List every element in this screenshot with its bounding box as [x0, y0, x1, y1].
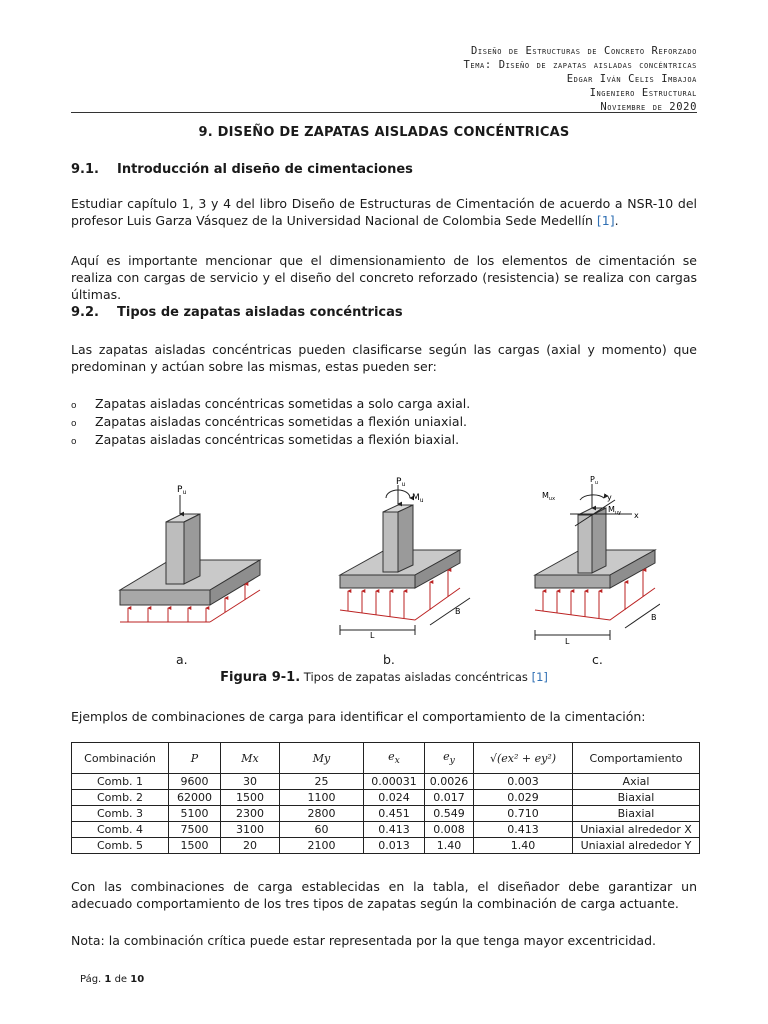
table-row	[72, 774, 700, 790]
table-cell: Biaxial	[573, 790, 700, 806]
caption-text: Tipos de zapatas aisladas concéntricas	[300, 670, 532, 684]
section-number: 9.2.	[71, 305, 99, 320]
bullet-icon: o	[71, 401, 77, 411]
table-cell: Uniaxial alrededor Y	[573, 838, 700, 854]
chapter-title: 9. DISEÑO DE ZAPATAS AISLADAS CONCÉNTRICAS	[198, 125, 570, 140]
table-cell: 2300	[221, 806, 280, 822]
header-combinacion: Combinación	[72, 743, 169, 774]
list-item	[71, 395, 470, 415]
table-cell: 7500	[169, 822, 221, 838]
intro-text: Estudiar capítulo 1, 3 y 4 del libro Diseño de Estructuras de Cimentación de acuerdo a NSR-10 del profesor Luis Garza Vásquez de la Universidad Nacional de Colombia Sede Medellín	[71, 196, 697, 228]
table-cell: Comb. 1	[72, 774, 169, 790]
bullet-icon: o	[71, 437, 77, 447]
figure-label-b: b.	[383, 652, 395, 667]
intro-text-end: .	[614, 213, 619, 228]
page-number: 1	[104, 974, 112, 985]
pu-label-c: $P_u$	[590, 475, 598, 486]
page-footer	[80, 974, 144, 985]
table-cell: 0.549	[425, 806, 474, 822]
table-cell: Uniaxial alrededor X	[573, 822, 700, 838]
table-cell: 9600	[169, 774, 221, 790]
header-resultant-eccentricity: √(ex² + ey²)	[474, 743, 573, 774]
design-note-paragraph: Aquí es importante mencionar que el dimensionamiento de los elementos de cimentación se realiza con cargas de servicio y el diseño del concreto reforzado (resistencia) se realiza con cargas últimas.	[71, 253, 697, 302]
examples-intro: Ejemplos de combinaciones de carga para identificar el comportamiento de la cimentación:	[71, 709, 646, 724]
table-cell: 0.451	[364, 806, 425, 822]
table-cell: 2100	[280, 838, 364, 854]
axis-y-label: y	[607, 493, 612, 502]
header-ex: $e_x$	[364, 743, 425, 774]
header-ey: $e_y$	[425, 743, 474, 774]
header-topic: Tema: Diseño de zapatas aisladas concéntricas	[463, 59, 697, 71]
figure-label-c: c.	[592, 652, 603, 667]
list-item-text: Zapatas aisladas concéntricas sometidas a solo carga axial.	[95, 396, 471, 411]
footing-c-illustration	[535, 484, 660, 640]
table-cell: 0.0026	[425, 774, 474, 790]
critical-note: Nota: la combinación crítica puede estar representada por la que tenga mayor excentricidad.	[71, 933, 657, 948]
table-cell: 2800	[280, 806, 364, 822]
caption-label: Figura 9-1.	[220, 670, 301, 685]
table-cell: 0.013	[364, 838, 425, 854]
document-header	[463, 44, 697, 114]
dim-b-label-b: B	[455, 607, 461, 616]
list-item-text: Zapatas aisladas concéntricas sometidas a flexión uniaxial.	[95, 414, 468, 429]
header-role: Ingeniero Estructural	[589, 87, 697, 99]
table-cell: 0.017	[425, 790, 474, 806]
table-cell: Comb. 2	[72, 790, 169, 806]
header-mx: Mx	[221, 743, 280, 774]
table-cell: 0.029	[474, 790, 573, 806]
muy-label-c: $M_{uy}$	[608, 505, 622, 516]
header-comportamiento: Comportamiento	[573, 743, 700, 774]
dim-l-label-b: L	[370, 631, 375, 640]
bullet-icon: o	[71, 419, 77, 429]
table-cell: Comb. 3	[72, 806, 169, 822]
mux-label-c: $M_{ux}$	[542, 491, 556, 502]
header-p: P	[169, 743, 221, 774]
table-row	[72, 838, 700, 854]
table-cell: Biaxial	[573, 806, 700, 822]
section-9-1-heading	[71, 161, 697, 178]
list-item	[71, 431, 459, 451]
table-cell: 3100	[221, 822, 280, 838]
section-title: Tipos de zapatas aisladas concéntricas	[117, 305, 403, 320]
types-paragraph: Las zapatas aisladas concéntricas pueden clasificarse según las cargas (axial y momento) que predominan y actúan sobre las mismas, estas pueden ser:	[71, 342, 697, 374]
table-cell: 62000	[169, 790, 221, 806]
footing-b-illustration	[340, 485, 470, 635]
table-cell: 25	[280, 774, 364, 790]
dim-l-label-c: L	[565, 637, 570, 646]
table-cell: Axial	[573, 774, 700, 790]
header-my: My	[280, 743, 364, 774]
load-combinations-table	[71, 742, 700, 854]
footer-mid: de	[111, 974, 131, 985]
table-header-row	[72, 743, 700, 774]
table-cell: 1.40	[425, 838, 474, 854]
page-total: 10	[130, 974, 145, 985]
table-cell: 0.00031	[364, 774, 425, 790]
axis-x-label: x	[634, 511, 639, 520]
footing-figure	[100, 470, 660, 670]
table-cell: 1500	[169, 838, 221, 854]
table-cell: 1500	[221, 790, 280, 806]
table-cell: 5100	[169, 806, 221, 822]
table-cell: Comb. 4	[72, 822, 169, 838]
header-course: Diseño de Estructuras de Concreto Reforzado	[471, 45, 697, 57]
table-cell: 0.003	[474, 774, 573, 790]
pu-label-a: $P_u$	[177, 485, 187, 496]
reference-link[interactable]: [1]	[531, 670, 548, 684]
list-item	[71, 413, 467, 433]
table-cell: 1100	[280, 790, 364, 806]
table-cell: Comb. 5	[72, 838, 169, 854]
intro-paragraph	[71, 195, 697, 229]
closing-paragraph: Con las combinaciones de carga establecidas en la tabla, el diseñador debe garantizar un adecuado comportamiento de los tres tipos de zapatas según la combinación de carga actuante.	[71, 879, 697, 911]
section-9-2-heading	[71, 304, 697, 321]
table-cell: 30	[221, 774, 280, 790]
figure-label-a: a.	[176, 652, 188, 667]
table-cell: 0.413	[364, 822, 425, 838]
reference-link[interactable]: [1]	[596, 213, 615, 228]
table-cell: 0.008	[425, 822, 474, 838]
table-cell: 20	[221, 838, 280, 854]
header-author: Edgar Iván Celis Imbajoa	[566, 73, 697, 85]
table-cell: 0.024	[364, 790, 425, 806]
dim-b-label-c: B	[651, 613, 657, 622]
table-cell: 0.710	[474, 806, 573, 822]
table-row	[72, 790, 700, 806]
list-item-text: Zapatas aisladas concéntricas sometidas a flexión biaxial.	[95, 432, 460, 447]
footing-a-illustration	[120, 495, 260, 622]
table-row	[72, 806, 700, 822]
section-number: 9.1.	[71, 162, 99, 177]
table-cell: 0.413	[474, 822, 573, 838]
table-cell: 60	[280, 822, 364, 838]
mu-label-b: $M_u$	[412, 493, 424, 504]
header-date: Noviembre de 2020	[600, 101, 697, 113]
pu-label-b: $P_u$	[396, 477, 406, 488]
header-divider	[71, 112, 697, 113]
figure-caption	[71, 670, 697, 685]
table-cell: 1.40	[474, 838, 573, 854]
table-row	[72, 822, 700, 838]
footer-prefix: Pág.	[80, 974, 105, 985]
section-title: Introducción al diseño de cimentaciones	[117, 162, 413, 177]
